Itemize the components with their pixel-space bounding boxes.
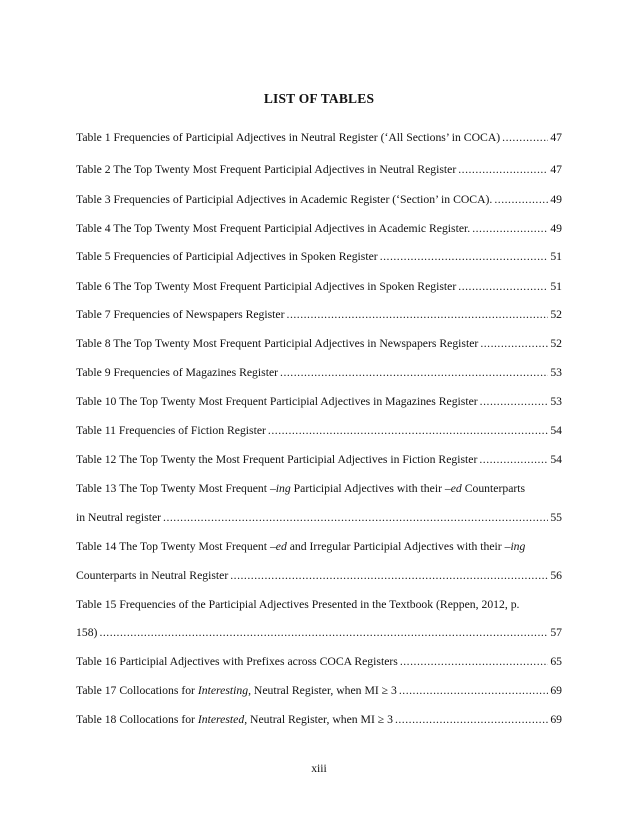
toc-entry[interactable]: Table 4 The Top Twenty Most Frequent Participial Adjectives in Academic Register. ..... 49	[76, 222, 562, 236]
toc-entry-continued[interactable]: in Neutral register ..... 55	[76, 511, 562, 525]
leader-dots	[479, 453, 548, 467]
leader-dots	[399, 684, 548, 698]
toc-entry[interactable]: Table 5 Frequencies of Participial Adjectives in Spoken Register ..... 51	[76, 250, 562, 264]
toc-entry[interactable]: Table 8 The Top Twenty Most Frequent Participial Adjectives in Newspapers Register ..... 52	[76, 337, 562, 351]
toc-entry[interactable]: Table 12 The Top Twenty the Most Frequent Participial Adjectives in Fiction Register ..... 54	[76, 453, 562, 467]
toc-entry[interactable]: Table 13 The Top Twenty Most Frequent –ing Participial Adjectives with their –ed Counterparts	[76, 482, 526, 495]
leader-dots	[99, 626, 548, 640]
page-title: LIST OF TABLES	[263, 91, 375, 106]
toc-entry-continued[interactable]: Counterparts in Neutral Register ..... 56	[76, 569, 562, 583]
toc-entry[interactable]: Table 7 Frequencies of Newspapers Register ..... 52	[76, 308, 562, 322]
leader-dots	[380, 250, 549, 264]
page-number: xiii	[311, 762, 327, 775]
toc-entry[interactable]: Table 9 Frequencies of Magazines Register ..... 53	[76, 366, 562, 380]
toc-entry-continued[interactable]: 158) ..... 57	[76, 626, 562, 640]
leader-dots	[472, 222, 548, 236]
toc-entry[interactable]: Table 16 Participial Adjectives with Prefixes across COCA Registers ..... 65	[76, 655, 562, 669]
toc-entry[interactable]: Table 17 Collocations for Interesting, Neutral Register, when MI ≥ 3 ..... 69	[76, 684, 562, 698]
toc-entry[interactable]: Table 11 Frequencies of Fiction Register ..... 54	[76, 424, 562, 438]
toc-entry[interactable]: Table 1 Frequencies of Participial Adjectives in Neutral Register (‘All Sections’ in COCA) ..... 47	[76, 131, 562, 145]
toc-entry[interactable]: Table 14 The Top Twenty Most Frequent –ed and Irregular Participial Adjectives with their –ing	[76, 540, 526, 553]
leader-dots	[395, 713, 548, 727]
leader-dots	[287, 308, 549, 322]
toc-entry[interactable]: Table 10 The Top Twenty Most Frequent Participial Adjectives in Magazines Register ..... 53	[76, 395, 562, 409]
toc-entry[interactable]: Table 2 The Top Twenty Most Frequent Participial Adjectives in Neutral Register ..... 47	[76, 163, 562, 177]
leader-dots	[502, 131, 548, 145]
leader-dots	[163, 511, 548, 525]
leader-dots	[230, 569, 548, 583]
leader-dots	[458, 280, 548, 294]
leader-dots	[280, 366, 548, 380]
leader-dots	[458, 163, 548, 177]
leader-dots	[480, 337, 548, 351]
leader-dots	[400, 655, 548, 669]
leader-dots	[494, 193, 548, 207]
toc-entry[interactable]: Table 6 The Top Twenty Most Frequent Participial Adjectives in Spoken Register ..... 51	[76, 280, 562, 294]
toc-entry[interactable]: Table 3 Frequencies of Participial Adjectives in Academic Register (‘Section’ in COCA). ..... 49	[76, 193, 562, 207]
leader-dots	[268, 424, 548, 438]
toc-entry[interactable]: Table 18 Collocations for Interested, Neutral Register, when MI ≥ 3 ..... 69	[76, 713, 562, 727]
toc-entry[interactable]: Table 15 Frequencies of the Participial Adjectives Presented in the Textbook (Reppen, 2012, p.	[76, 598, 520, 611]
leader-dots	[480, 395, 549, 409]
